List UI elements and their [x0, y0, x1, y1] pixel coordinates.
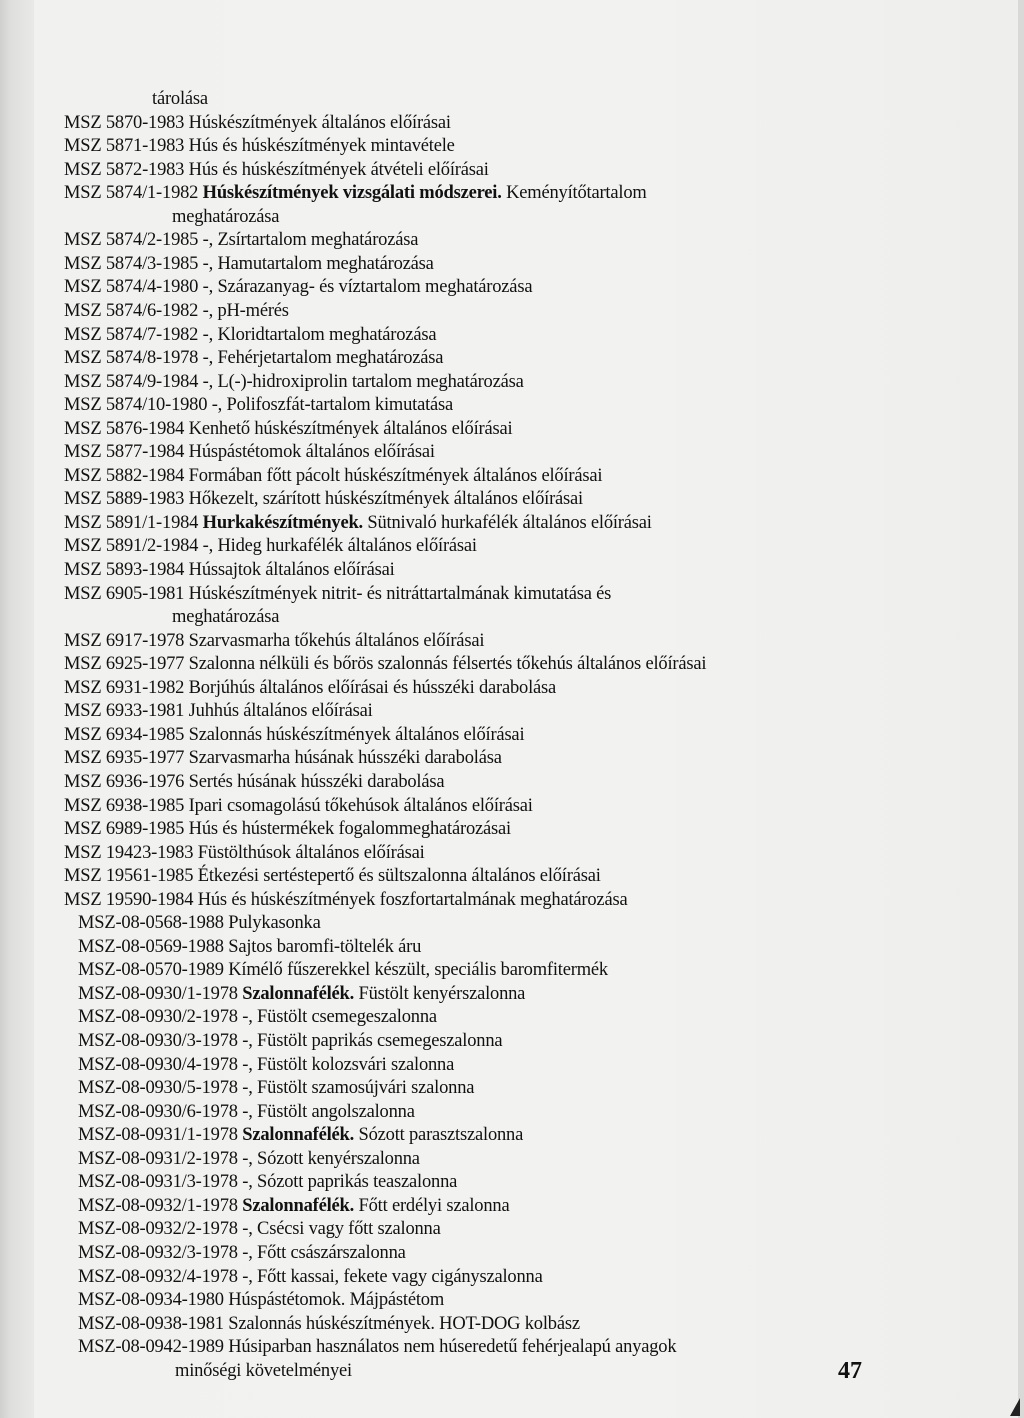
list-item [78, 1101, 415, 1124]
standard-code: MSZ-08-0930/2-1978 [78, 1007, 238, 1027]
list-item [64, 583, 611, 606]
standard-code: MSZ 5874/10-1980 [64, 395, 208, 415]
standard-title: Húsiparban használatos nem húseredetű fehérjealapú anyagok [228, 1337, 677, 1357]
list-item [64, 324, 436, 347]
standard-code: MSZ 5891/2-1984 [64, 536, 199, 556]
standard-code: MSZ 6931-1982 [64, 678, 185, 698]
standard-title: Pulykasonka [228, 913, 321, 933]
standard-code: MSZ 5876-1984 [64, 419, 185, 439]
standard-code: MSZ-08-0942-1989 [78, 1337, 224, 1357]
standard-title: tárolása [152, 89, 208, 109]
standard-code: MSZ-08-0931/1-1978 [78, 1125, 238, 1145]
standard-title: Hús és húskészítmények foszfortartalmának meghatározása [197, 890, 628, 910]
standard-title: Húspástétomok általános előírásai [188, 442, 435, 462]
standard-title: -, Füstölt szamosújvári szalonna [242, 1078, 475, 1098]
standard-code: MSZ-08-0570-1989 [78, 960, 224, 980]
standard-title: Füstölthúsok általános előírásai [197, 843, 425, 863]
standard-code: MSZ-08-0938-1981 [78, 1314, 224, 1334]
standard-title: -, Füstölt csemegeszalonna [242, 1007, 437, 1027]
list-item [64, 229, 418, 252]
list-item [64, 677, 556, 700]
list-item [64, 371, 524, 394]
standard-title: Sózott parasztszalonna [358, 1125, 524, 1145]
standard-title: -, Hideg hurkafélék általános előírásai [202, 536, 477, 556]
list-item [64, 842, 425, 865]
list-item [64, 300, 289, 323]
list-item [64, 700, 373, 723]
standard-code: MSZ 6989-1985 [64, 819, 185, 839]
standard-title: Sütnivaló hurkafélék általános előírásai [367, 513, 652, 533]
list-item [64, 535, 477, 558]
standard-title: -, Fehérjetartalom meghatározása [202, 348, 444, 368]
list-item [64, 818, 511, 841]
list-item [64, 112, 451, 135]
list-item [64, 159, 489, 182]
list-item [175, 1360, 352, 1383]
list-item [64, 889, 627, 912]
standard-code: MSZ-08-0930/3-1978 [78, 1031, 238, 1051]
standard-title: Keményítőtartalom [506, 183, 647, 203]
standard-code: MSZ-08-0930/6-1978 [78, 1102, 238, 1122]
standard-code: MSZ-08-0930/1-1978 [78, 984, 238, 1004]
list-item [64, 394, 453, 417]
list-item [64, 653, 706, 676]
standard-title: minőségi követelményei [175, 1361, 352, 1381]
group-heading: Hurkakészítmények. [202, 513, 363, 533]
standard-code: MSZ 6935-1977 [64, 748, 185, 768]
standard-title: Szalonnás húskészítmények. HOT-DOG kolbász [228, 1314, 580, 1334]
list-item [172, 206, 279, 229]
binding-gutter [0, 0, 34, 1418]
standard-code: MSZ-08-0569-1988 [78, 937, 224, 957]
list-item [78, 1077, 474, 1100]
standard-code: MSZ-08-0934-1980 [78, 1290, 224, 1310]
standard-title: Húskészítmények nitrit- és nitráttartalmának kimutatása és [188, 584, 612, 604]
list-item [64, 771, 444, 794]
list-item [64, 559, 395, 582]
standard-code: MSZ 5874/4-1980 [64, 277, 199, 297]
standard-title: Hús és húskészítmények átvételi előírásai [188, 160, 489, 180]
standard-title: Hús és húskészítmények mintavétele [188, 136, 455, 156]
page-edge [1018, 0, 1024, 1418]
standard-code: MSZ 5874/8-1978 [64, 348, 199, 368]
list-item [172, 606, 279, 629]
standard-code: MSZ 6905-1981 [64, 584, 185, 604]
list-item [78, 1148, 420, 1171]
standard-code: MSZ-08-0568-1988 [78, 913, 224, 933]
standard-code: MSZ 6938-1985 [64, 796, 185, 816]
page-number: 47 [838, 1358, 862, 1384]
list-item [78, 936, 421, 959]
standard-title: -, Füstölt angolszalonna [242, 1102, 415, 1122]
standard-title: Hússajtok általános előírásai [188, 560, 395, 580]
list-item [64, 512, 652, 535]
standard-title: Étkezési sertéstepertő és sültszalonna általános előírásai [197, 866, 601, 886]
standard-title: Húspástétomok. Májpástétom [228, 1290, 445, 1310]
group-heading: Szalonnafélék. [242, 1125, 355, 1145]
standard-code: MSZ 5871-1983 [64, 136, 185, 156]
list-item [152, 88, 208, 111]
list-item [78, 983, 525, 1006]
list-item [64, 724, 524, 747]
standard-code: MSZ 19423-1983 [64, 843, 194, 863]
standard-code: MSZ-08-0931/2-1978 [78, 1149, 238, 1169]
standard-code: MSZ 5874/1-1982 [64, 183, 199, 203]
list-item [64, 630, 484, 653]
standard-code: MSZ 6936-1976 [64, 772, 185, 792]
standard-code: MSZ 5877-1984 [64, 442, 185, 462]
standard-title: Szarvasmarha húsának hússzéki darabolása [188, 748, 502, 768]
standard-code: MSZ 6917-1978 [64, 631, 185, 651]
standard-title: -, L(-)-hidroxiprolin tartalom meghatározása [202, 372, 524, 392]
list-item [64, 347, 443, 370]
standard-code: MSZ 5874/7-1982 [64, 325, 199, 345]
standard-title: Hús és hústermékek fogalommeghatározásai [188, 819, 511, 839]
standard-title: meghatározása [172, 607, 280, 627]
standard-title: Szalonna nélküli és bőrös szalonnás félsertés tőkehús általános előírásai [188, 654, 707, 674]
standard-title: Szalonnás húskészítmények általános előírásai [188, 725, 525, 745]
standard-code: MSZ 5889-1983 [64, 489, 185, 509]
standard-code: MSZ 5870-1983 [64, 113, 185, 133]
standard-title: -, Sózott paprikás teaszalonna [242, 1172, 458, 1192]
list-item [78, 1242, 406, 1265]
list-item [64, 865, 601, 888]
list-item [64, 488, 583, 511]
group-heading: Szalonnafélék. [242, 984, 355, 1004]
standard-title: Szarvasmarha tőkehús általános előírásai [188, 631, 485, 651]
standard-code: MSZ 6934-1985 [64, 725, 185, 745]
list-item [78, 1124, 523, 1147]
list-item [64, 182, 647, 205]
list-item [78, 1266, 543, 1289]
list-item [78, 959, 608, 982]
list-item [64, 747, 502, 770]
standard-code: MSZ 6925-1977 [64, 654, 185, 674]
standard-title: -, Zsírtartalom meghatározása [202, 230, 419, 250]
standard-title: -, Polifoszfát-tartalom kimutatása [211, 395, 454, 415]
standard-title: Sertés húsának hússzéki darabolása [188, 772, 445, 792]
standard-code: MSZ 5874/3-1985 [64, 254, 199, 274]
standard-title: -, Füstölt paprikás csemegeszalonna [242, 1031, 503, 1051]
standard-code: MSZ 5891/1-1984 [64, 513, 199, 533]
list-item [78, 1336, 676, 1359]
standard-title: Hőkezelt, szárított húskészítmények általános előírásai [188, 489, 583, 509]
group-heading: Szalonnafélék. [242, 1196, 355, 1216]
standard-code: MSZ 5893-1984 [64, 560, 185, 580]
list-item [78, 1030, 502, 1053]
list-item [78, 912, 321, 935]
list-item [64, 795, 533, 818]
standard-title: -, Füstölt kolozsvári szalonna [242, 1055, 455, 1075]
standard-code: MSZ 19561-1985 [64, 866, 194, 886]
standard-code: MSZ-08-0932/3-1978 [78, 1243, 238, 1263]
standard-title: -, Hamutartalom meghatározása [202, 254, 434, 274]
standard-title: Borjúhús általános előírásai és hússzéki darabolása [188, 678, 557, 698]
standard-title: -, Csécsi vagy főtt szalonna [242, 1219, 441, 1239]
standard-code: MSZ 5874/6-1982 [64, 301, 199, 321]
standard-code: MSZ-08-0932/4-1978 [78, 1267, 238, 1287]
corner-mark [1010, 1398, 1020, 1416]
list-item [78, 1054, 454, 1077]
standard-code: MSZ 5874/2-1985 [64, 230, 199, 250]
standard-code: MSZ-08-0930/5-1978 [78, 1078, 238, 1098]
standard-code: MSZ 5882-1984 [64, 466, 185, 486]
standard-code: MSZ-08-0932/2-1978 [78, 1219, 238, 1239]
list-item [78, 1218, 441, 1241]
list-item [64, 465, 602, 488]
list-item [78, 1006, 437, 1029]
standard-code: MSZ-08-0932/1-1978 [78, 1196, 238, 1216]
standard-title: Formában főtt pácolt húskészítmények általános előírásai [188, 466, 603, 486]
standard-title: Húskészítmények általános előírásai [188, 113, 451, 133]
standard-code: MSZ 6933-1981 [64, 701, 185, 721]
list-item [64, 135, 455, 158]
standard-title: Juhhús általános előírásai [188, 701, 373, 721]
standard-title: Füstölt kenyérszalonna [358, 984, 526, 1004]
standard-title: -, Főtt császárszalonna [242, 1243, 406, 1263]
standard-title: Kenhető húskészítmények általános előírásai [188, 419, 513, 439]
standard-code: MSZ-08-0930/4-1978 [78, 1055, 238, 1075]
list-item [64, 441, 435, 464]
standard-code: MSZ 5872-1983 [64, 160, 185, 180]
standard-title: meghatározása [172, 207, 280, 227]
list-item [78, 1195, 509, 1218]
standard-title: -, pH-mérés [202, 301, 289, 321]
standard-title: Sajtos baromfi-töltelék áru [228, 937, 422, 957]
standard-code: MSZ 19590-1984 [64, 890, 194, 910]
list-item [64, 418, 512, 441]
list-item [64, 276, 532, 299]
standard-title: -, Szárazanyag- és víztartalom meghatározása [202, 277, 533, 297]
standard-title: Ipari csomagolású tőkehúsok általános előírásai [188, 796, 533, 816]
standard-code: MSZ 5874/9-1984 [64, 372, 199, 392]
list-item [64, 253, 434, 276]
standard-title: Kímélő fűszerekkel készült, speciális baromfitermék [228, 960, 608, 980]
list-item [78, 1289, 444, 1312]
standard-title: -, Sózott kenyérszalonna [242, 1149, 420, 1169]
standard-title: -, Főtt kassai, fekete vagy cigányszalonna [242, 1267, 543, 1287]
group-heading: Húskészítmények vizsgálati módszerei. [202, 183, 502, 203]
standard-title: Főtt erdélyi szalonna [358, 1196, 510, 1216]
standard-code: MSZ-08-0931/3-1978 [78, 1172, 238, 1192]
list-item [78, 1171, 457, 1194]
list-item [78, 1313, 580, 1336]
standard-title: -, Kloridtartalom meghatározása [202, 325, 437, 345]
